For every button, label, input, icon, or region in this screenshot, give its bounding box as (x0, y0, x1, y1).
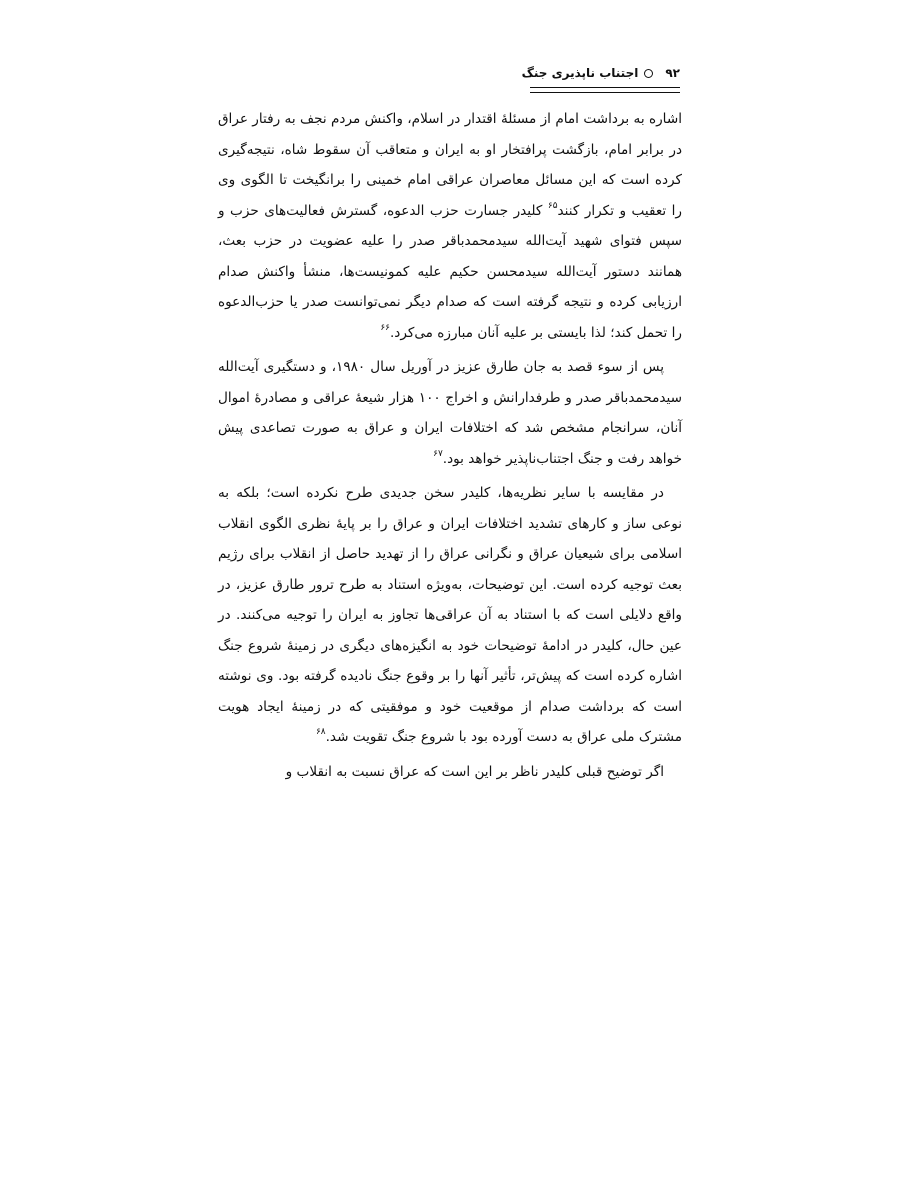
paragraph (218, 352, 682, 474)
paragraph (218, 757, 682, 788)
footnote-marker: ۶۶ (380, 322, 390, 333)
paragraph-text: اگر توضیح قبلی کلیدر ناظر بر این است که عراق نسبت به انقلاب و (285, 763, 664, 780)
page-number: ۹۲ (665, 66, 680, 80)
running-header-text (522, 66, 680, 80)
paragraph-text: اشاره به برداشت امام از مسئلهٔ اقتدار در اسلام، واکنش مردم نجف به رفتار عراق در برابر امام، بازگشت پرافتخار او به ایران و متعاقب آن سقوط شاه، نتیجه‌گیری کرده است که این مسائل معاصران عراقی امام خمینی را برانگیخت تا الگوی وی را تعقیب و تکرار کنند (218, 111, 682, 219)
header-double-rule (530, 87, 680, 93)
paragraph-text: کلیدر جسارت حزب الدعوه، گسترش فعالیت‌های حزب و سپس فتوای شهید آیت‌الله سیدمحمدباقر صدر را علیه عضویت در حزب بعث، همانند دستور آیت‌الله سیدمحسن حکیم علیه کمونیست‌ها، منشأ واکنش صدام ارزیابی کرده و نتیجه گرفته است که صدام دیگر نمی‌توانست صدر یا حزب‌الدعوه را تحمل کند؛ لذا بایستی بر علیه آنان مبارزه می‌کرد. (218, 202, 682, 341)
paragraph (218, 478, 682, 753)
footnote-marker: ۶۸ (315, 727, 326, 737)
paragraph-text: در مقایسه با سایر نظریه‌ها، کلیدر سخن جدیدی طرح نکرده است؛ بلکه به نوعی ساز و کارهای تشدید اختلافات ایران و عراق را بر پایهٔ نظری الگوی انقلاب اسلامی برای شیعیان عراق و نگرانی عراق را از تهدید حاصل از انقلاب برای رژیم بعث توجیه کرده است. این توضیحات، به‌ویژه استناد به طرح ترور طارق عزیز، در واقع دلایلی است که با استناد به آن عراقی‌ها تجاوز به ایران را توجیه می‌کنند. در عین حال، کلیدر در ادامهٔ توضیحات خود به انگیزه‌های دیگری در زمینهٔ شروع جنگ اشاره کرده است که پیش‌تر، تأثیر آنها را بر وقوع جنگ نادیده گرفته بود. وی نوشته است که برداشت صدام از موقعیت خود و موفقیتی که در زمینهٔ ایجاد هویت مشترک ملی عراق به دست آورده بود با شروع جنگ تقویت شد. (218, 485, 682, 745)
paragraph-text: پس از سوء قصد به جان طارق عزیز در آوریل سال ۱۹۸۰، و دستگیری آیت‌الله سیدمحمدباقر صدر و طرفدارانش و اخراج ۱۰۰ هزار شیعهٔ عراقی و مصادرهٔ اموال آنان، سرانجام مشخص شد که اختلافات ایران و عراق به صورت تصاعدی پیش خواهد رفت و جنگ اجتناب‌ناپذیر خواهد بود. (218, 359, 682, 467)
footnote-marker: ۶۷ (433, 448, 443, 459)
running-header (220, 66, 680, 92)
footnote-marker: ۶۵ (547, 200, 558, 211)
paragraph (218, 104, 682, 348)
body-text (218, 104, 682, 791)
circle-separator-icon (644, 69, 653, 78)
running-title: اجتناب ناپذیری جنگ (521, 66, 639, 80)
